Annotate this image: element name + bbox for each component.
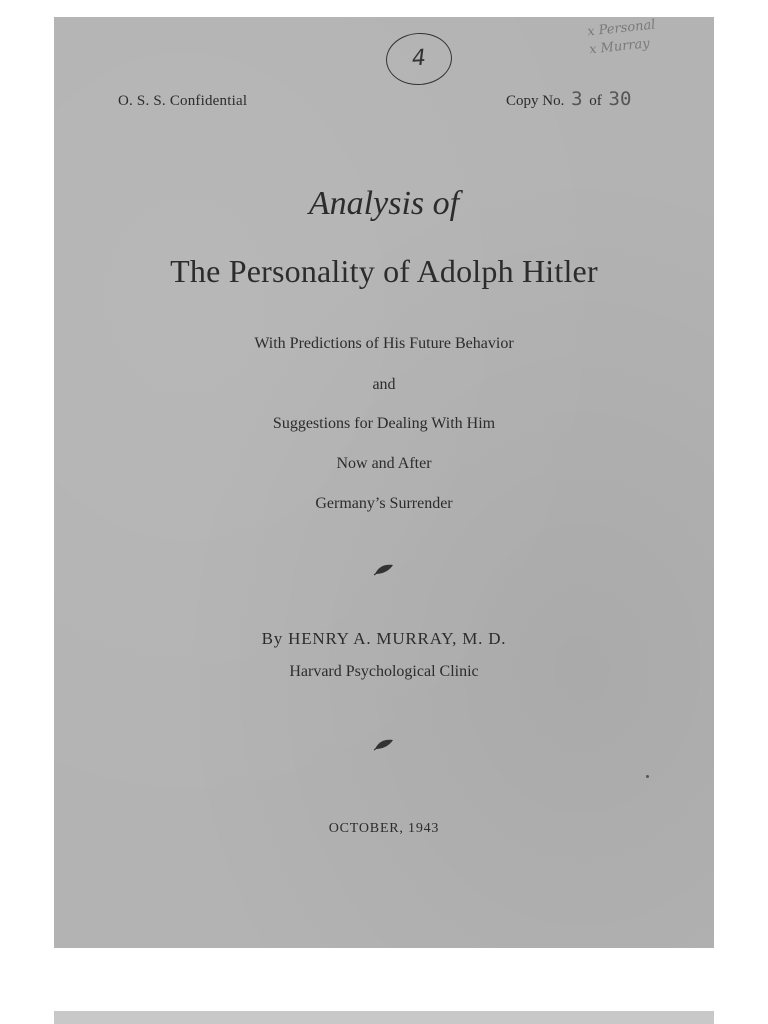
- subtitle-line: With Predictions of His Future Behavior: [254, 335, 514, 352]
- subtitle-line: Suggestions for Dealing With Him: [272, 415, 496, 432]
- handwritten-note-line: x Murray: [588, 36, 651, 58]
- copy-total: 30: [608, 88, 632, 110]
- copy-number: 3: [571, 88, 583, 110]
- title-analysis: Analysis of: [308, 185, 460, 222]
- handwritten-note: [586, 11, 715, 60]
- handwritten-note-line: x Personal: [586, 17, 657, 40]
- document-page: [54, 17, 714, 948]
- title-line-1: [54, 185, 714, 223]
- title-line-2: The Personality of Adolph Hitler: [170, 253, 598, 289]
- circled-page-number: 4: [384, 31, 453, 87]
- copy-number-line: [506, 88, 634, 110]
- copy-label: Copy No.: [506, 93, 565, 109]
- paper-speck: [646, 775, 649, 778]
- copy-of: of: [589, 93, 602, 109]
- subtitle-line: and: [372, 376, 396, 393]
- author-byline: By HENRY A. MURRAY, M. D.: [261, 629, 507, 648]
- subtitle-line: Germany’s Surrender: [315, 495, 453, 512]
- leaf-ornament-icon: [54, 562, 714, 581]
- leaf-ornament-icon: [54, 737, 714, 756]
- confidential-label: O. S. S. Confidential: [118, 93, 248, 109]
- publication-date: OCTOBER, 1943: [328, 821, 440, 836]
- subtitle-line: Now and After: [336, 455, 432, 472]
- next-page-edge: [54, 1011, 714, 1024]
- author-affiliation: Harvard Psychological Clinic: [289, 663, 479, 680]
